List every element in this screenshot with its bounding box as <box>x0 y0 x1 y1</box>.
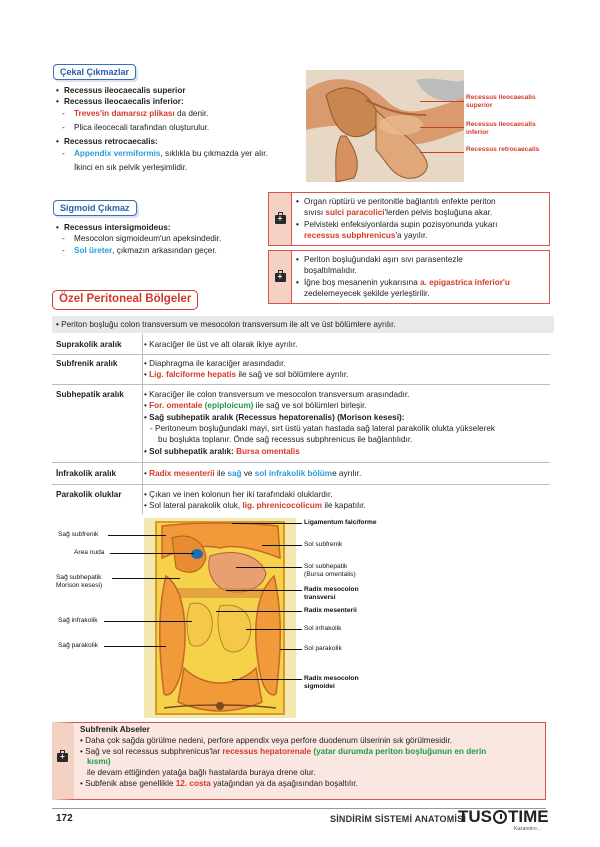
list-item: • Recessus retrocaecalis: <box>56 136 301 147</box>
note-box <box>268 250 550 304</box>
section-name: SİNDİRİM SİSTEMİ ANATOMİSİ <box>330 814 467 824</box>
diagram-label: Sol infrakolik <box>304 625 342 632</box>
diagram-label: Sağ infrakolik <box>58 617 98 624</box>
section-title-special: Özel Peritoneal Bölgeler <box>52 290 198 310</box>
leader-line <box>110 553 194 554</box>
row-label: Parakolik oluklar <box>56 490 122 499</box>
list-item: boşaltılmalıdır. <box>304 266 357 276</box>
list-item: İkinci en sık pelvik yerleşimlidir. <box>74 162 188 172</box>
diagram-label: Sol parakolik <box>304 645 342 652</box>
list-item: • Periton boşluğundaki aşırı sıvı parasentezle <box>296 254 545 265</box>
diagram-label: Sol subhepatik <box>304 563 348 570</box>
first-aid-icon <box>57 753 68 762</box>
diagram-label: Sağ parakolik <box>58 642 98 649</box>
diagram-label: Area nuda <box>74 549 105 556</box>
row-label: Suprakolik aralık <box>56 340 122 349</box>
diagram-label: Ligamentum falciforme <box>304 519 377 526</box>
list-item: • Recessus ileocaecalis superior <box>56 85 301 96</box>
list-item: - Sol üreter, çıkmazın arkasından geçer. <box>62 245 276 256</box>
brand-tagline: Kazandırır... <box>514 826 541 832</box>
cekal-list <box>56 85 301 173</box>
ileocecal-illustration <box>306 70 464 182</box>
diagram-label: sigmoidei <box>304 683 335 690</box>
diagram-label: transversi <box>304 594 336 601</box>
table-row <box>52 354 550 385</box>
diagram-label: Sağ subhepatik <box>56 574 102 581</box>
peritoneal-regions-diagram <box>144 518 296 718</box>
list-item: • Recessus intersigmoideus: <box>56 222 276 233</box>
table-row <box>52 384 550 463</box>
diagram-label: Radix mesocolon <box>304 586 359 593</box>
list-item: • Daha çok sağda görülme nedeni, perfore appendix veya perfore duodenum ülserinin sık görülmesidir. <box>80 735 452 745</box>
row-body: • Çıkan ve inen kolonun her iki tarafındaki oluklardır. • Sol lateral parakolik oluk, lig. phrenicocolicum ile kapatılır. <box>144 490 366 511</box>
row-label: Subfrenik aralık <box>56 359 118 368</box>
row-body: • Karaciğer ile colon transversum ve mesocolon transversum arasındadır. • For. omentale (epiploicum) ile sağ ve sol bölümleri birleşir. • Sağ subhepatik aralık (Recessus hepatorenalis) (Morison kesesi): - Peritoneum boşluğundaki mayi, sırt üstü yatan hastada sağ lateral parakolik olukta yükselerek bu boşlukta toplanır. Önde sağ recessus subphrenicus ile bağlantılıdır. • Sol subhepatik aralık: Bursa omentalis <box>144 390 495 456</box>
leader-line <box>262 545 302 546</box>
list-item: • İğne boş mesanenin yukarısına a. epigastrica inferior'u <box>296 277 545 288</box>
intro-text: Periton boşluğu colon transversum ve mesocolon transversum ile alt ve üst bölümlere ayrılır. <box>61 320 396 329</box>
list-item: - Plica ileocecali tarafından oluşturulur. <box>62 122 301 133</box>
figure-label: Recessus retrocaecalis <box>466 146 540 153</box>
list-item: - Mesocolon sigmoideum'un apeksindedir. <box>62 233 276 244</box>
leader-line <box>226 590 302 591</box>
section-title-cekal: Çekal Çıkmazlar <box>53 64 136 80</box>
list-item: sıvısı sulci paracolici'lerden pelvis boşluğuna akar. <box>304 208 493 218</box>
list-item: kısmı) <box>87 757 111 767</box>
leader-line <box>420 101 464 102</box>
table-row <box>52 462 550 485</box>
clock-icon <box>493 810 507 824</box>
abscess-title: Subfrenik Abseler <box>80 725 150 734</box>
list-item: - Treves'in damarsız plikası da denir. <box>62 108 301 119</box>
list-item: • Recessus ileocaecalis inferior: <box>56 96 301 107</box>
row-label: Subhepatik aralık <box>56 390 124 399</box>
note-box <box>268 192 550 246</box>
diagram-label: Radix mesocolon <box>304 675 359 682</box>
list-item: - Appendix vermiformis, sıklıkla bu çıkmazda yer alır. <box>62 148 301 159</box>
leader-line <box>104 646 166 647</box>
diagram-label: (Bursa omentalis) <box>304 571 356 578</box>
figure-label: Recessus ileocaecalis superior <box>466 94 536 109</box>
leader-line <box>232 679 302 680</box>
list-item: • Sağ ve sol recessus subphrenicus'lar recessus hepatorenale (yatar durumda periton boşluğunun en derin <box>80 746 487 756</box>
leader-line <box>236 567 302 568</box>
diagram-label: Morison kesesi) <box>56 582 103 589</box>
page-number: 172 <box>56 813 73 824</box>
table-row <box>52 484 550 514</box>
diagram-label: Sağ subfrenik <box>58 531 99 538</box>
leader-line <box>280 649 302 650</box>
intro-banner: • Periton boşluğu colon transversum ve mesocolon transversum ile alt ve üst bölümlere ayrılır. <box>52 316 554 333</box>
diagram-label: Sol subfrenik <box>304 541 343 548</box>
list-item: ile devam ettiğinden yatağa bağlı hastalarda buraya drene olur. <box>87 768 316 778</box>
row-body: • Karaciğer ile üst ve alt olarak ikiye ayrılır. <box>144 340 298 349</box>
abscess-box <box>52 722 546 800</box>
list-item: zedelemeyecek şekilde yerleştirilir. <box>304 288 430 298</box>
list-item: • Organ rüptürü ve peritonitle bağlantılı enfekte periton <box>296 196 545 207</box>
row-body: • Radix mesenterii ile sağ ve sol infrakolik bölüme ayrılır. <box>144 469 362 478</box>
brand-logo: TUS TIME <box>458 807 549 827</box>
list-item: • Subfenik abse genellikle 12. costa yatağından ya da aşağısından boşaltılır. <box>80 779 358 789</box>
figure-label: Recessus ileocaecalis inferior <box>466 121 536 136</box>
sigmoid-list <box>56 222 276 256</box>
diagram-label: Radix mesenterii <box>304 607 357 614</box>
leader-line <box>420 127 464 128</box>
leader-line <box>216 611 302 612</box>
leader-line <box>232 523 302 524</box>
row-body: • Diaphragma ile karaciğer arasındadır. • Lig. falciforme hepatis ile sağ ve sol bölümlere ayrılır. <box>144 359 349 380</box>
section-title-sigmoid: Sigmoid Çıkmaz <box>53 200 137 216</box>
leader-line <box>108 535 166 536</box>
first-aid-icon <box>269 251 292 303</box>
table-row <box>52 334 550 355</box>
first-aid-icon <box>269 193 292 245</box>
row-label: İnfrakolik aralık <box>56 469 117 478</box>
leader-line <box>112 578 180 579</box>
leader-line <box>104 621 192 622</box>
leader-line <box>420 152 464 153</box>
list-item: • Pelvisteki enfeksiyonlarda supin pozisyonunda yukarı <box>296 219 545 230</box>
list-item: recessus subphrenicus'a yayılır. <box>304 230 428 240</box>
leader-line <box>246 629 302 630</box>
